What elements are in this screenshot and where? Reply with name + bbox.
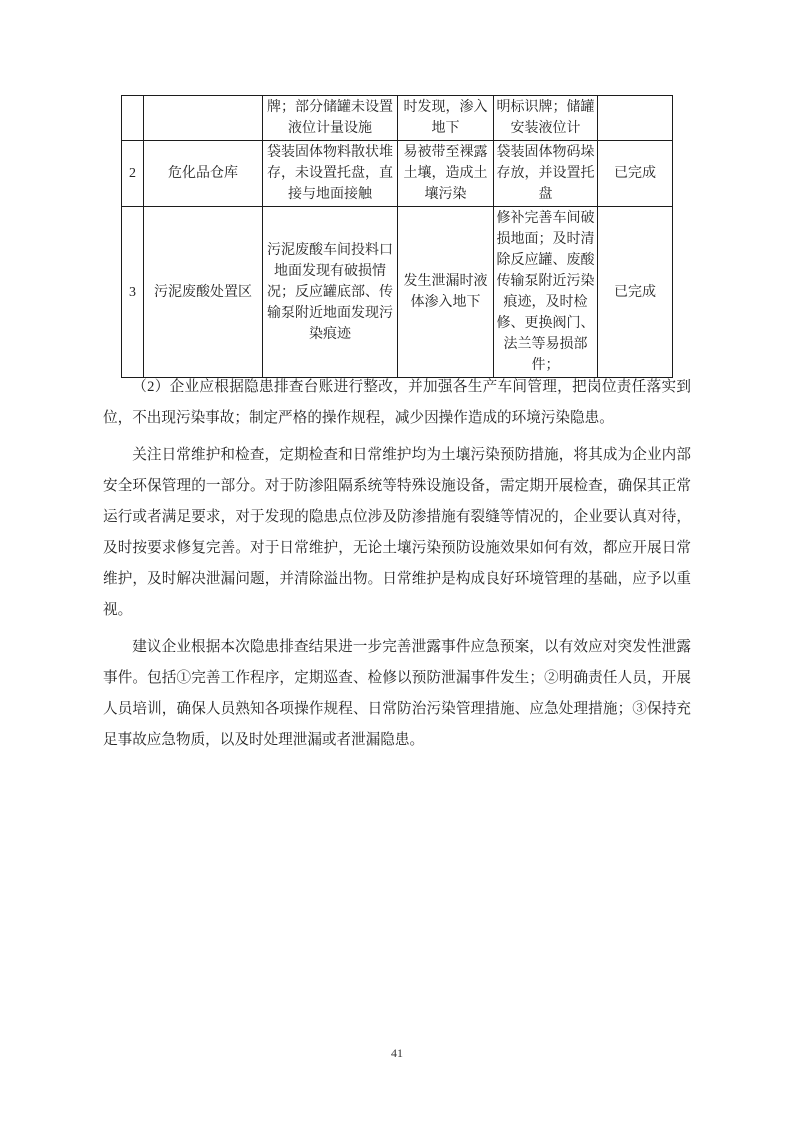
cell-seq-no: 2 (122, 141, 144, 207)
cell-status: 已完成 (598, 141, 673, 207)
cell-status (598, 96, 673, 141)
paragraph-rectification: （2）企业应根据隐患排查台账进行整改，并加强各生产车间管理，把岗位责任落实到位，不出现污染事故；制定严格的操作规程，减少因操作造成的环境污染隐患。 (103, 379, 691, 426)
cell-problem: 牌；部分储罐未设置液位计量设施 (263, 96, 398, 141)
cell-status: 已完成 (598, 207, 673, 378)
paragraph-daily-maintenance: 关注日常维护和检查，定期检查和日常维护均为土壤污染预防措施，将其成为企业内部安全环保管理的一部分。对于防渗阻隔系统等特殊设施设备，需定期开展检查，确保其正常运行或者满足要求，对于发现的隐患点位涉及防渗措施有裂缝等情况的，企业要认真对待，及时按要求修复完善。对于日常维护，无论土壤污染预防设施效果如何有效，都应开展日常维护，及时解决泄漏问题，并清除溢出物。日常维护是构成良好环境管理的基础，应予以重视。 (103, 447, 691, 618)
paragraph-emergency-plan: 建议企业根据本次隐患排查结果进一步完善泄露事件应急预案，以有效应对突发性泄露事件。包括①完善工作程序，定期巡查、检修以预防泄漏事件发生；②明确责任人员，开展人员培训，确保人员熟知各项操作规程、日常防治污染管理措施、应急处理措施；③保持充足事故应急物质，以及时处理泄漏或者泄漏隐患。 (103, 639, 691, 748)
hazard-rectification-table (121, 95, 673, 378)
cell-measure: 修补完善车间破损地面；及时清除反应罐、废酸传输泵附近污染痕迹，及时检修、更换阀门、法兰等易损部件； (494, 207, 598, 378)
table-row (122, 96, 673, 141)
cell-problem: 污泥废酸车间投料口地面发现有破损情况；反应罐底部、传输泵附近地面发现污染痕迹 (263, 207, 398, 378)
table-row (122, 207, 673, 378)
table-row (122, 141, 673, 207)
cell-measure: 明标识牌；储罐安装液位计 (494, 96, 598, 141)
cell-area-name: 污泥废酸处置区 (144, 207, 263, 378)
body-text (103, 372, 691, 762)
page-number: 41 (391, 1046, 403, 1060)
cell-problem: 袋装固体物料散状堆存，未设置托盘，直接与地面接触 (263, 141, 398, 207)
cell-impact: 发生泄漏时液体渗入地下 (398, 207, 494, 378)
cell-area-name (144, 96, 263, 141)
cell-seq-no (122, 96, 144, 141)
cell-seq-no: 3 (122, 207, 144, 378)
cell-impact: 时发现，渗入地下 (398, 96, 494, 141)
cell-area-name: 危化品仓库 (144, 141, 263, 207)
cell-measure: 袋装固体物码垛存放，并设置托盘 (494, 141, 598, 207)
cell-impact: 易被带至裸露土壤，造成土壤污染 (398, 141, 494, 207)
